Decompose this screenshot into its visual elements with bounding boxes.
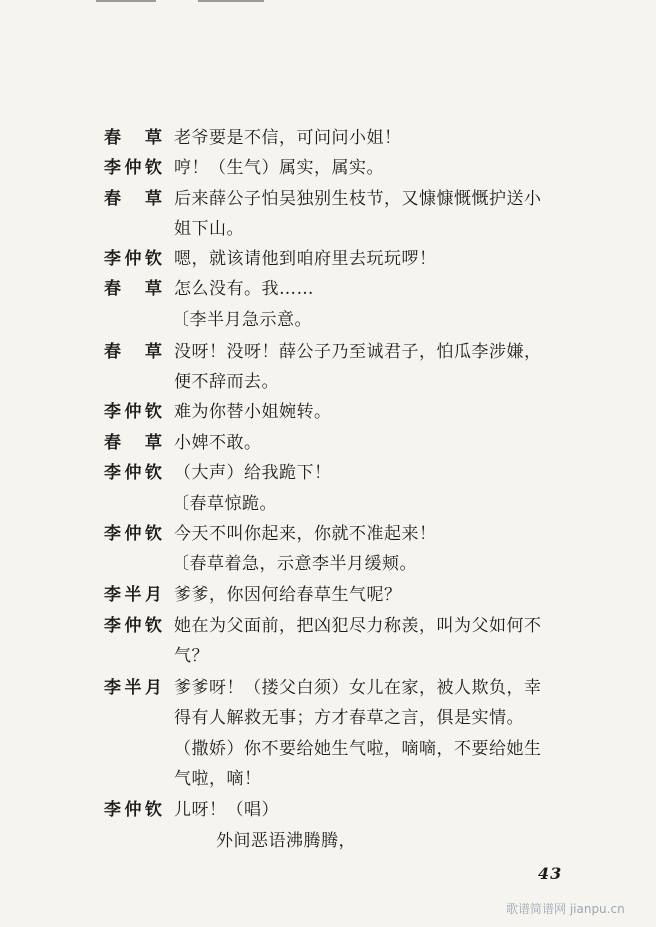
speaker-name: 李半月 [104, 585, 162, 605]
speaker-name: 李仲钦 [104, 402, 162, 422]
script-line [0, 368, 656, 396]
script-line [0, 674, 656, 702]
speaker-name: 李仲钦 [104, 463, 162, 483]
dialogue-continuation: 便不辞而去。 [174, 372, 279, 392]
dialogue-text: 怎么没有。我…… [174, 279, 314, 299]
script-line [0, 765, 656, 793]
stage-direction: 〔春草惊跪。 [172, 494, 277, 514]
script-line [0, 827, 656, 855]
dialogue-text: 小婢不敢。 [174, 433, 262, 453]
script-line [0, 275, 656, 303]
speaker-name: 春 草 [104, 189, 162, 209]
dialogue-continuation: 得有人解救无事；方才春草之言，俱是实情。 [174, 708, 524, 728]
speaker-name: 春 草 [104, 128, 162, 148]
script-line [0, 490, 656, 518]
script-line [0, 796, 656, 824]
speaker-name: 李仲钦 [104, 616, 162, 636]
stage-direction: 〔李半月急示意。 [172, 310, 312, 330]
dialogue-text: 后来薛公子怕吴独别生枝节，又慷慷慨慨护送小 [174, 189, 542, 209]
site-watermark: 歌谱简谱网 jianpu.cn [506, 902, 625, 916]
dialogue-continuation: 气？ [174, 646, 209, 666]
speaker-name: 李半月 [104, 678, 162, 698]
dialogue-text: 嗯，就该请他到咱府里去玩玩啰！ [174, 249, 437, 269]
script-line [0, 398, 656, 426]
dialogue-continuation: （撒娇）你不要给她生气啦，嘀嘀，不要给她生 [174, 739, 542, 759]
dialogue-text: （大声）给我跪下！ [174, 463, 332, 483]
script-line [0, 306, 656, 334]
speaker-name: 李仲钦 [104, 800, 162, 820]
dialogue-text: 老爷要是不信，可问问小姐！ [174, 128, 402, 148]
dialogue-text: 爹爹呀！（搂父白须）女儿在家，被人欺负，幸 [174, 678, 542, 698]
stage-direction: 〔春草着急，示意李半月缓颊。 [172, 554, 417, 574]
page-number: 43 [538, 864, 563, 883]
script-line [0, 520, 656, 548]
script-line [0, 704, 656, 732]
speaker-name: 春 草 [104, 279, 162, 299]
dialogue-text: 今天不叫你起来，你就不准起来！ [174, 524, 437, 544]
script-line [0, 550, 656, 578]
script-line [0, 581, 656, 609]
script-line [0, 215, 656, 243]
dialogue-text: 没呀！没呀！薛公子乃至诚君子，怕瓜李涉嫌， [174, 342, 542, 362]
dialogue-text: 她在为父面前，把凶犯尽力称羡，叫为父如何不 [174, 616, 542, 636]
dialogue-continuation: 姐下山。 [174, 219, 244, 239]
sung-verse: 外间恶语沸腾腾， [216, 831, 356, 851]
speaker-name: 李仲钦 [104, 158, 162, 178]
dialogue-continuation: 气啦，嘀！ [174, 769, 262, 789]
speaker-name: 李仲钦 [104, 249, 162, 269]
dialogue-text: 爹爹，你因何给春草生气呢？ [174, 585, 402, 605]
script-line [0, 124, 656, 152]
script-line [0, 735, 656, 763]
script-line [0, 612, 656, 640]
script-line [0, 429, 656, 457]
script-line [0, 245, 656, 273]
script-line [0, 154, 656, 182]
speaker-name: 李仲钦 [104, 524, 162, 544]
speaker-name: 春 草 [104, 433, 162, 453]
dialogue-text: 哼！（生气）属实，属实。 [174, 158, 384, 178]
script-line [0, 459, 656, 487]
script-line [0, 642, 656, 670]
script-line [0, 338, 656, 366]
script-line [0, 185, 656, 213]
dialogue-text: 难为你替小姐婉转。 [174, 402, 332, 422]
speaker-name: 春 草 [104, 342, 162, 362]
dialogue-text: 儿呀！（唱） [174, 800, 279, 820]
